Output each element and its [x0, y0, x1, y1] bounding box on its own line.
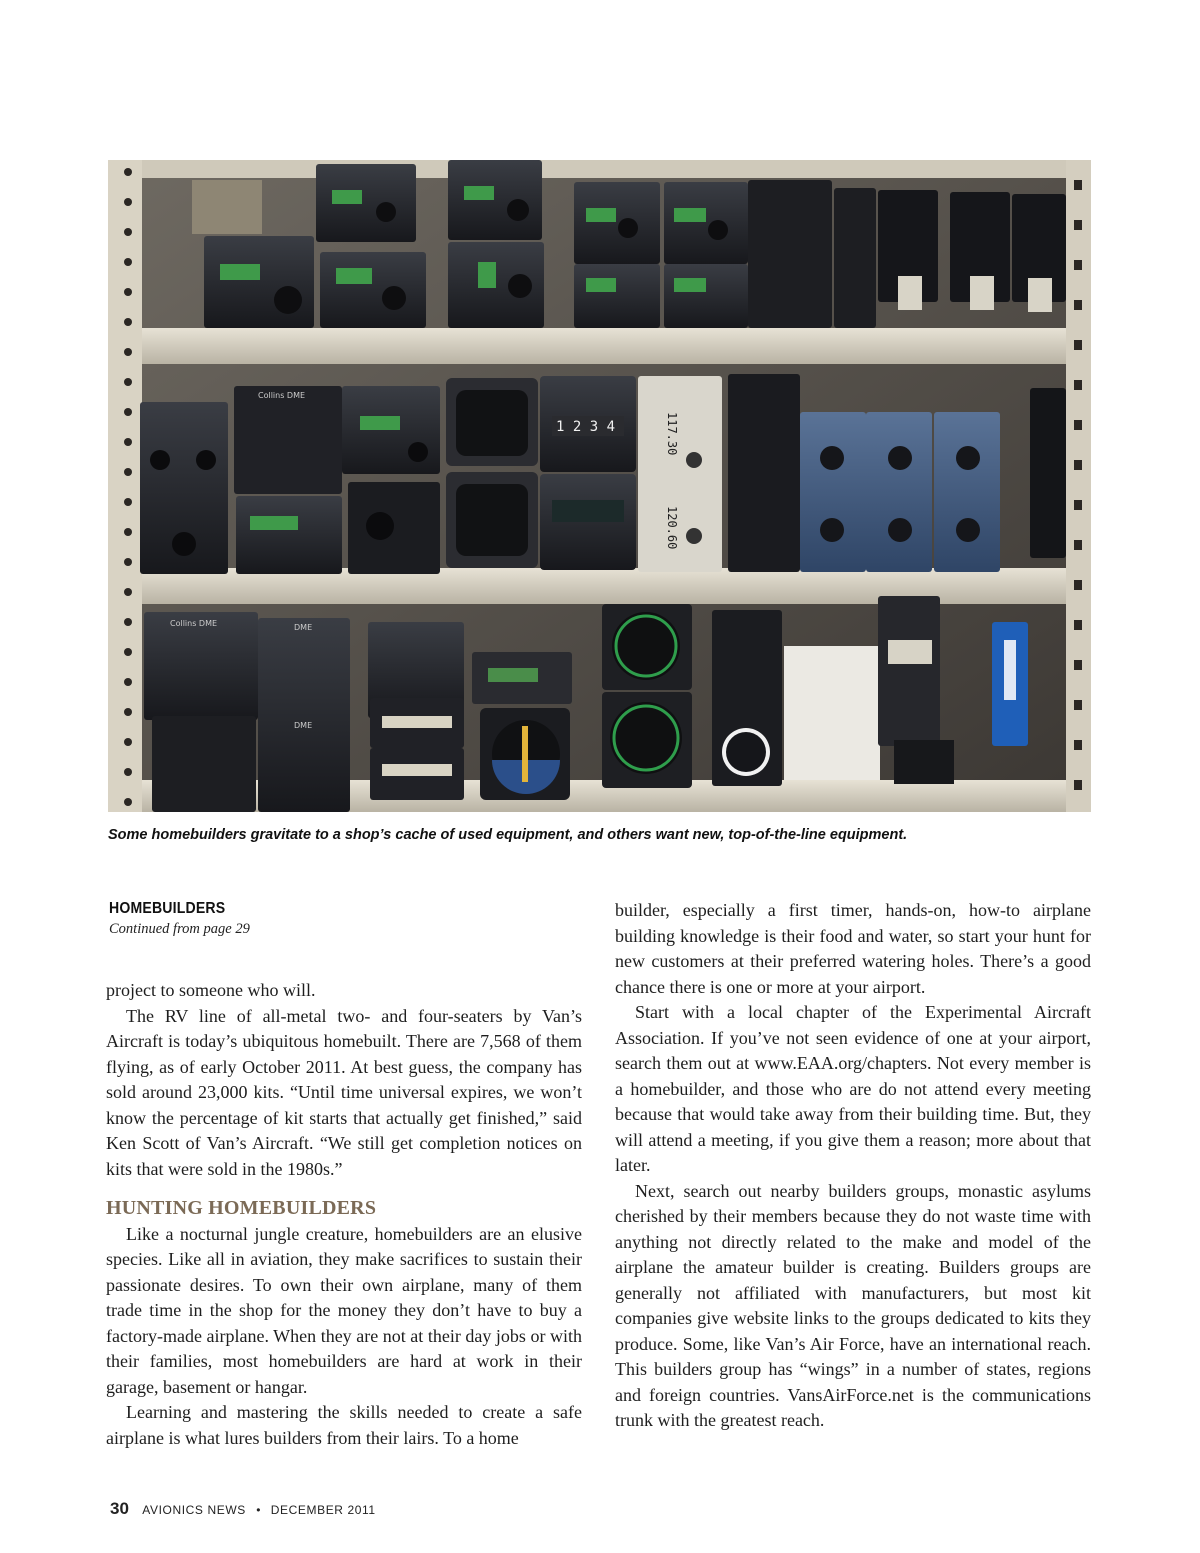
page-number: 30 — [110, 1499, 129, 1518]
magazine-name: AVIONICS NEWS — [142, 1503, 246, 1517]
dme-label-1: DME — [294, 623, 313, 632]
freq-readout-a: 117.30 — [665, 412, 679, 456]
avionics-shelf-photo — [108, 160, 1091, 812]
avionics-shelf-illustration — [108, 160, 1091, 812]
left-column — [106, 898, 582, 1451]
right-column — [615, 898, 1091, 1434]
section-label: HOMEBUILDERS — [109, 900, 226, 917]
freq-readout-b: 120.60 — [665, 506, 679, 550]
page-footer — [110, 1499, 376, 1519]
dme-label-2: DME — [294, 721, 313, 730]
body-paragraph: Next, search out nearby builders groups, monastic asylums cherished by their members because they do not waste time with anything not directly related to the make and model of the airplane the amateur builder is creating. Builders groups are generally not affiliated with manufacturers, but most kit companies give website links to the groups dedicated to kits they produce. Some, like Van’s Air Force, have an international reach. This builders group has “wings” in a number of states, regions and foreign countries. VansAirForce.net is the communications trunk with the greatest reach. — [615, 1180, 1091, 1430]
footer-bullet: • — [256, 1503, 261, 1517]
continued-note: Continued from page 29 — [109, 921, 250, 937]
body-paragraph: Like a nocturnal jungle creature, homebuilders are an elusive species. Like all in aviation, they make sacrifices to sustain their passionate desires. To own their own airplane, many of them trade time in the shop for the money they don’t have to buy a factory-made airplane. When they are not at their day jobs or with their families, most homebuilders are hard at work in their garage, basement or hangar. — [106, 1223, 582, 1397]
collins-dme-label: Collins DME — [258, 391, 306, 400]
digits-readout: 1 2 3 4 — [556, 419, 616, 435]
body-paragraph: Start with a local chapter of the Experimental Aircraft Association. If you’ve not seen evidence of one at your airport, search them out at www.EAA.org/chapters. Not every member is a homebuilder, and those who are do not attend every meeting because that would take away from their building time. But, they will attend a meeting, if you give them a reason; more about that later. — [615, 1002, 1091, 1175]
body-paragraph: project to someone who will. — [106, 980, 316, 1000]
body-paragraph: Learning and mastering the skills needed to create a safe airplane is what lures builders from their lairs. To a home — [106, 1402, 582, 1448]
photo-caption: Some homebuilders gravitate to a shop’s cache of used equipment, and others want new, top-of-the-line equipment. — [108, 827, 908, 843]
issue-date: DECEMBER 2011 — [270, 1503, 376, 1517]
subheading: HUNTING HOMEBUILDERS — [106, 1197, 377, 1219]
body-paragraph: The RV line of all-metal two- and four-seaters by Van’s Aircraft is today’s ubiquitous homebuilt. There are 7,568 of them flying, as of early October 2011. At best guess, the company has sold around 23,000 kits. “Until time universal expires, we won’t know the percentage of kit starts that actually get finished,” said Ken Scott of Van’s Aircraft. “We still get completion notices on kits that were sold in the 1980s.” — [106, 1005, 582, 1179]
body-paragraph: builder, especially a first timer, hands-on, how-to airplane building knowledge is their food and water, so start your hunt for new customers at their preferred watering holes. There’s a good chance there is one or more at your airport. — [615, 900, 1091, 997]
collins-dme-label-2: Collins DME — [170, 619, 218, 628]
